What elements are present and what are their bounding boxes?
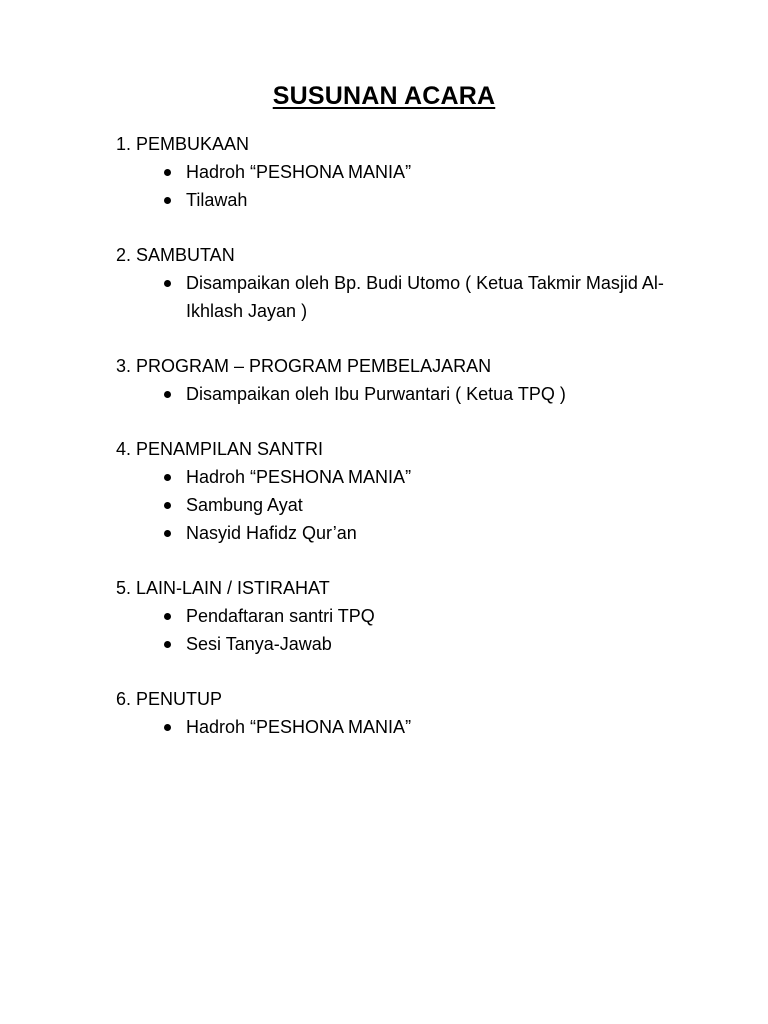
section-items	[116, 463, 716, 547]
section-items	[116, 269, 716, 325]
list-item-text: Pendaftaran santri TPQ	[186, 606, 375, 626]
list-item	[186, 630, 716, 658]
section-items	[116, 602, 716, 658]
list-item	[186, 713, 716, 741]
bullet-icon	[164, 502, 171, 509]
list-item-text: Tilawah	[186, 190, 248, 210]
bullet-icon	[164, 641, 171, 648]
bullet-icon	[164, 197, 171, 204]
agenda-section-penutup	[116, 685, 716, 741]
list-item-text: Sambung Ayat	[186, 495, 303, 515]
list-item	[186, 158, 716, 186]
section-items	[116, 380, 716, 408]
list-item	[186, 186, 716, 214]
section-heading: 4. PENAMPILAN SANTRI	[116, 439, 324, 459]
bullet-icon	[164, 613, 171, 620]
list-item-text: Hadroh “PESHONA MANIA”	[186, 717, 412, 737]
bullet-icon	[164, 724, 171, 731]
list-item	[186, 491, 716, 519]
bullet-icon	[164, 169, 171, 176]
bullet-icon	[164, 530, 171, 537]
list-item	[186, 380, 716, 408]
section-heading: 3. PROGRAM – PROGRAM PEMBELAJARAN	[116, 356, 492, 376]
section-heading: 2. SAMBUTAN	[116, 245, 235, 265]
list-item-text: Hadroh “PESHONA MANIA”	[186, 467, 412, 487]
page-title: SUSUNAN ACARA	[272, 82, 496, 110]
section-items	[116, 158, 716, 214]
agenda-section-pembukaan	[116, 130, 716, 214]
section-heading: 5. LAIN-LAIN / ISTIRAHAT	[116, 578, 330, 598]
list-item-text: Disampaikan oleh Ibu Purwantari ( Ketua TPQ )	[186, 384, 566, 404]
list-item-text: Sesi Tanya-Jawab	[186, 634, 332, 654]
list-item	[186, 463, 716, 491]
list-item-text: Nasyid Hafidz Qur’an	[186, 523, 357, 543]
list-item-text: Hadroh “PESHONA MANIA”	[186, 162, 412, 182]
list-item	[186, 602, 716, 630]
agenda-section-penampilan-santri	[116, 435, 716, 547]
section-heading: 6. PENUTUP	[116, 689, 223, 709]
bullet-icon	[164, 280, 171, 287]
section-items	[116, 713, 716, 741]
bullet-icon	[164, 391, 171, 398]
agenda-list	[116, 130, 716, 768]
agenda-section-sambutan	[116, 241, 716, 325]
agenda-section-program	[116, 352, 716, 408]
list-item	[186, 519, 716, 547]
section-heading: 1. PEMBUKAAN	[116, 134, 250, 154]
list-item-text: Disampaikan oleh Bp. Budi Utomo ( Ketua Takmir Masjid Al-Ikhlash Jayan )	[186, 273, 664, 321]
agenda-section-lain-lain	[116, 574, 716, 658]
bullet-icon	[164, 474, 171, 481]
list-item	[186, 269, 716, 325]
